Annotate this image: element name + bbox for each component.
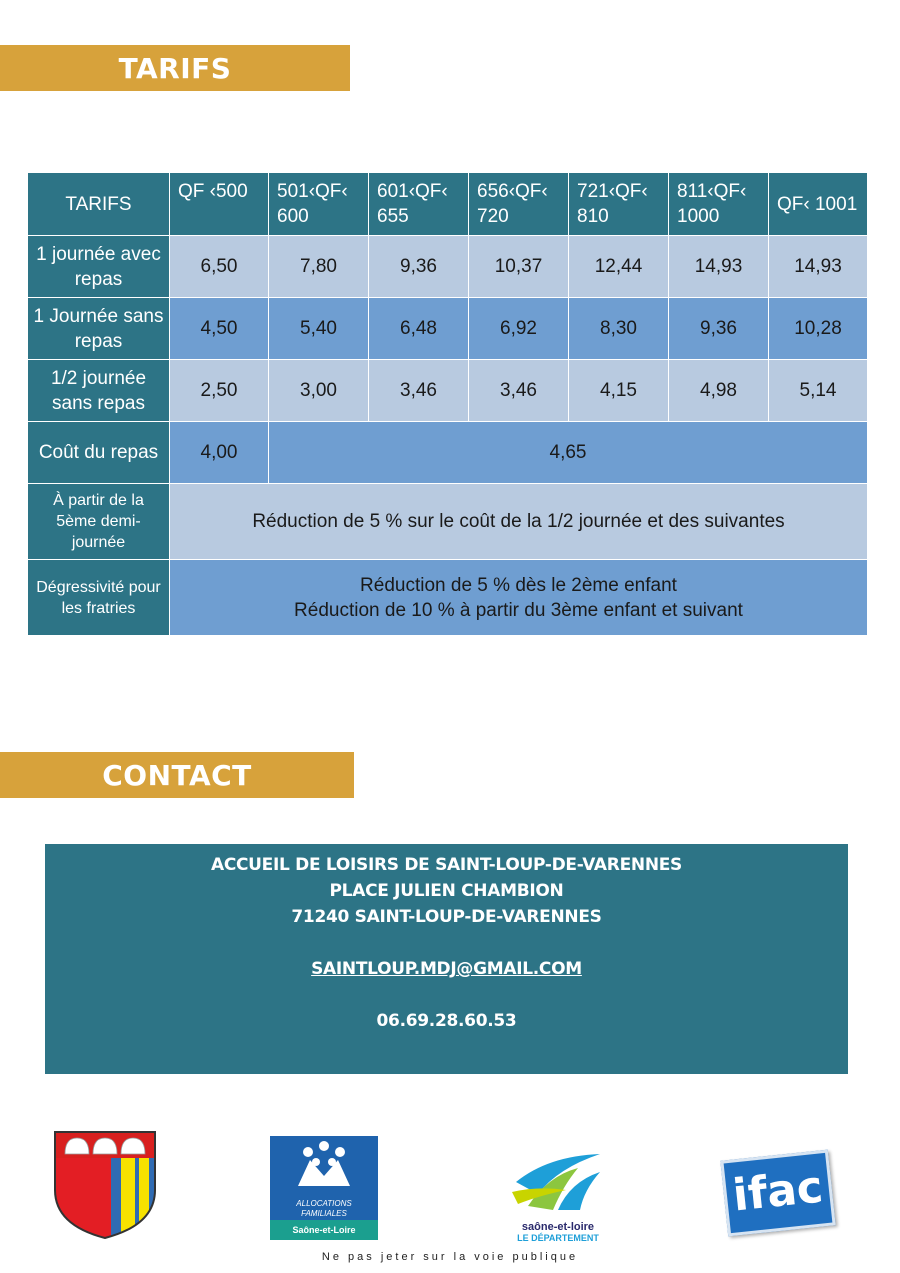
- department-line-2: LE DÉPARTEMENT: [517, 1233, 599, 1243]
- table-row: [28, 298, 868, 360]
- row-label: À partir de la 5ème demi-journée: [28, 484, 170, 560]
- tariff-table: [27, 172, 868, 636]
- price-cell: 4,50: [170, 298, 269, 360]
- meal-cost-standard: 4,65: [269, 422, 868, 484]
- caf-line-1: ALLOCATIONS: [296, 1199, 352, 1208]
- meal-cost-row: [28, 422, 868, 484]
- department-emblem-icon: [508, 1146, 608, 1216]
- contact-box: [45, 844, 848, 1074]
- caf-name: [270, 1199, 378, 1219]
- price-cell: 3,46: [369, 360, 469, 422]
- price-cell: 8,30: [569, 298, 669, 360]
- price-cell: 9,36: [369, 236, 469, 298]
- contact-address-3: 71240 SAINT-LOUP-DE-VARENNES: [291, 907, 602, 927]
- price-cell: 6,92: [469, 298, 569, 360]
- siblings-line-1: Réduction de 5 % dès le 2ème enfant: [360, 574, 677, 596]
- footer-note: Ne pas jeter sur la voie publique: [321, 1251, 579, 1263]
- header-cell: 601‹QF‹ 655: [369, 173, 469, 236]
- caf-logo: [270, 1136, 378, 1240]
- table-row: [28, 360, 868, 422]
- row-label: 1 Journée sans repas: [28, 298, 170, 360]
- contact-address-1: ACCUEIL DE LOISIRS DE SAINT-LOUP-DE-VARENNES: [210, 855, 683, 875]
- price-cell: 3,46: [469, 360, 569, 422]
- contact-banner: CONTACT: [0, 752, 354, 798]
- siblings-text: [170, 560, 868, 636]
- price-cell: 9,36: [669, 298, 769, 360]
- price-cell: 6,50: [170, 236, 269, 298]
- siblings-row: [28, 560, 868, 636]
- price-cell: 14,93: [669, 236, 769, 298]
- department-logo: [508, 1146, 608, 1250]
- meal-cost-low: 4,00: [170, 422, 269, 484]
- siblings-line-2: Réduction de 10 % à partir du 3ème enfant et suivant: [294, 599, 743, 621]
- header-cell: 721‹QF‹ 810: [569, 173, 669, 236]
- reduction-row: [28, 484, 868, 560]
- header-cell: 811‹QF‹ 1000: [669, 173, 769, 236]
- header-cell: 501‹QF‹ 600: [269, 173, 369, 236]
- header-cell: 656‹QF‹ 720: [469, 173, 569, 236]
- contact-phone: 06.69.28.60.53: [376, 1011, 517, 1031]
- caf-region: Saône-et-Loire: [270, 1220, 378, 1240]
- department-line-1: saône-et-loire: [521, 1221, 595, 1233]
- table-header-row: [28, 173, 868, 236]
- price-cell: 10,37: [469, 236, 569, 298]
- price-cell: 7,80: [269, 236, 369, 298]
- price-cell: 12,44: [569, 236, 669, 298]
- price-cell: 4,15: [569, 360, 669, 422]
- price-cell: 3,00: [269, 360, 369, 422]
- contact-address-2: PLACE JULIEN CHAMBION: [329, 881, 564, 901]
- reduction-text: Réduction de 5 % sur le coût de la 1/2 journée et des suivantes: [170, 484, 868, 560]
- header-cell: TARIFS: [28, 173, 170, 236]
- caf-line-2: FAMILIALES: [301, 1209, 347, 1218]
- price-cell: 10,28: [769, 298, 868, 360]
- tarifs-banner: TARIFS: [0, 45, 350, 91]
- price-cell: 6,48: [369, 298, 469, 360]
- row-label: 1 journée avec repas: [28, 236, 170, 298]
- coat-of-arms-logo: [53, 1130, 157, 1240]
- caf-family-icon: [270, 1136, 378, 1194]
- header-cell: QF ‹500: [170, 173, 269, 236]
- header-cell: QF‹ 1001: [769, 173, 868, 236]
- ifac-logo: ifac: [720, 1150, 835, 1237]
- price-cell: 5,14: [769, 360, 868, 422]
- row-label: 1/2 journée sans repas: [28, 360, 170, 422]
- row-label: Dégressivité pour les fratries: [28, 560, 170, 636]
- contact-email-link[interactable]: SAINTLOUP.MDJ@GMAIL.COM: [311, 959, 582, 979]
- price-cell: 2,50: [170, 360, 269, 422]
- table-row: [28, 236, 868, 298]
- price-cell: 14,93: [769, 236, 868, 298]
- row-label: Coût du repas: [28, 422, 170, 484]
- price-cell: 4,98: [669, 360, 769, 422]
- price-cell: 5,40: [269, 298, 369, 360]
